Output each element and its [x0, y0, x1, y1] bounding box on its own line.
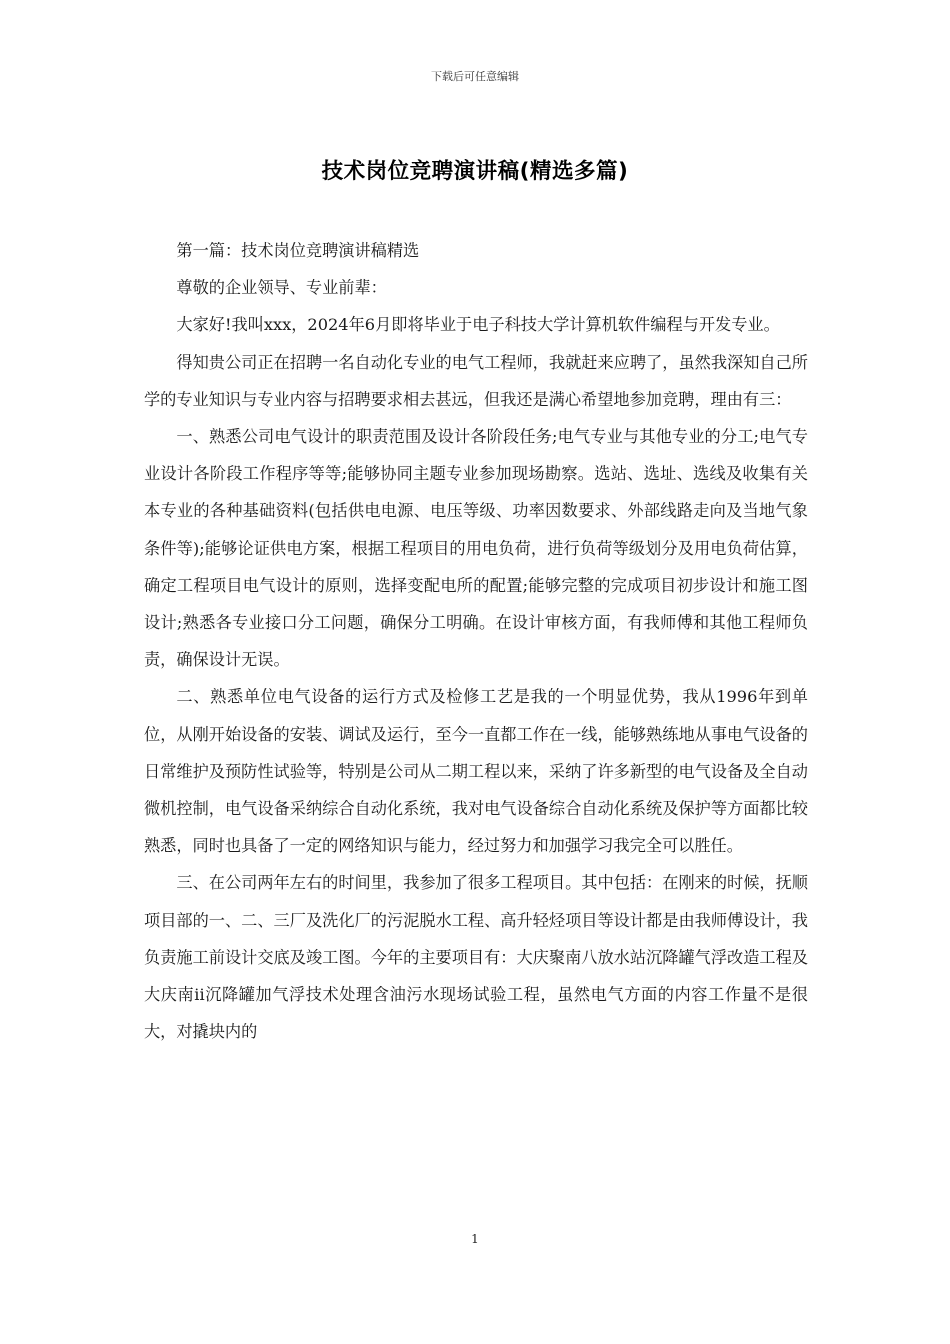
document-body	[144, 232, 808, 1050]
body-paragraph: 得知贵公司正在招聘一名自动化专业的电气工程师，我就赶来应聘了，虽然我深知自己所学的专业知识与专业内容与招聘要求相去甚远，但我还是满心希望地参加竞聘，理由有三：	[144, 352, 808, 409]
page-number: 1	[471, 1232, 479, 1246]
body-paragraph: 三、在公司两年左右的时间里，我参加了很多工程项目。其中包括：在刚来的时候，抚顺项目部的一、二、三厂及洗化厂的污泥脱水工程、高升轻烃项目等设计都是由我师傅设计，我负责施工前设计交底及竣工图。今年的主要项目有：大庆聚南八放水站沉降罐气浮改造工程及大庆南ii沉降罐加气浮技术处理含油污水现场试验工程，虽然电气方面的内容工作量不是很大，对撬块内的	[144, 873, 808, 1042]
body-paragraph: 二、熟悉单位电气设备的运行方式及检修工艺是我的一个明显优势，我从1996年到单位，从刚开始设备的安装、调试及运行，至今一直都工作在一线，能够熟练地从事电气设备的日常维护及预防性试验等，特别是公司从二期工程以来，采纳了许多新型的电气设备及全自动微机控制，电气设备采纳综合自动化系统，我对电气设备综合自动化系统及保护等方面都比较熟悉，同时也具备了一定的网络知识与能力，经过努力和加强学习我完全可以胜任。	[144, 687, 808, 856]
section-heading: 第一篇：技术岗位竞聘演讲稿精选	[176, 241, 420, 260]
header-note: 下载后可任意编辑	[431, 70, 519, 83]
salutation: 尊敬的企业领导、专业前辈：	[176, 278, 387, 298]
body-paragraph: 大家好!我叫xxx，2024年6月即将毕业于电子科技大学计算机软件编程与开发专业。	[176, 315, 780, 335]
body-paragraph: 一、熟悉公司电气设计的职责范围及设计各阶段任务;电气专业与其他专业的分工;电气专业设计各阶段工作程序等等;能够协同主题专业参加现场勘察。选站、选址、选线及收集有关本专业的各种基础资料(包括供电电源、电压等级、功率因数要求、外部线路走向及当地气象条件等);能够论证供电方案，根据工程项目的用电负荷，进行负荷等级划分及用电负荷估算，确定工程项目电气设计的原则，选择变配电所的配置;能够完整的完成项目初步设计和施工图设计;熟悉各专业接口分工问题，确保分工明确。在设计审核方面，有我师傅和其他工程师负责，确保设计无误。	[144, 427, 808, 670]
document-title: 技术岗位竞聘演讲稿(精选多篇)	[321, 159, 629, 184]
